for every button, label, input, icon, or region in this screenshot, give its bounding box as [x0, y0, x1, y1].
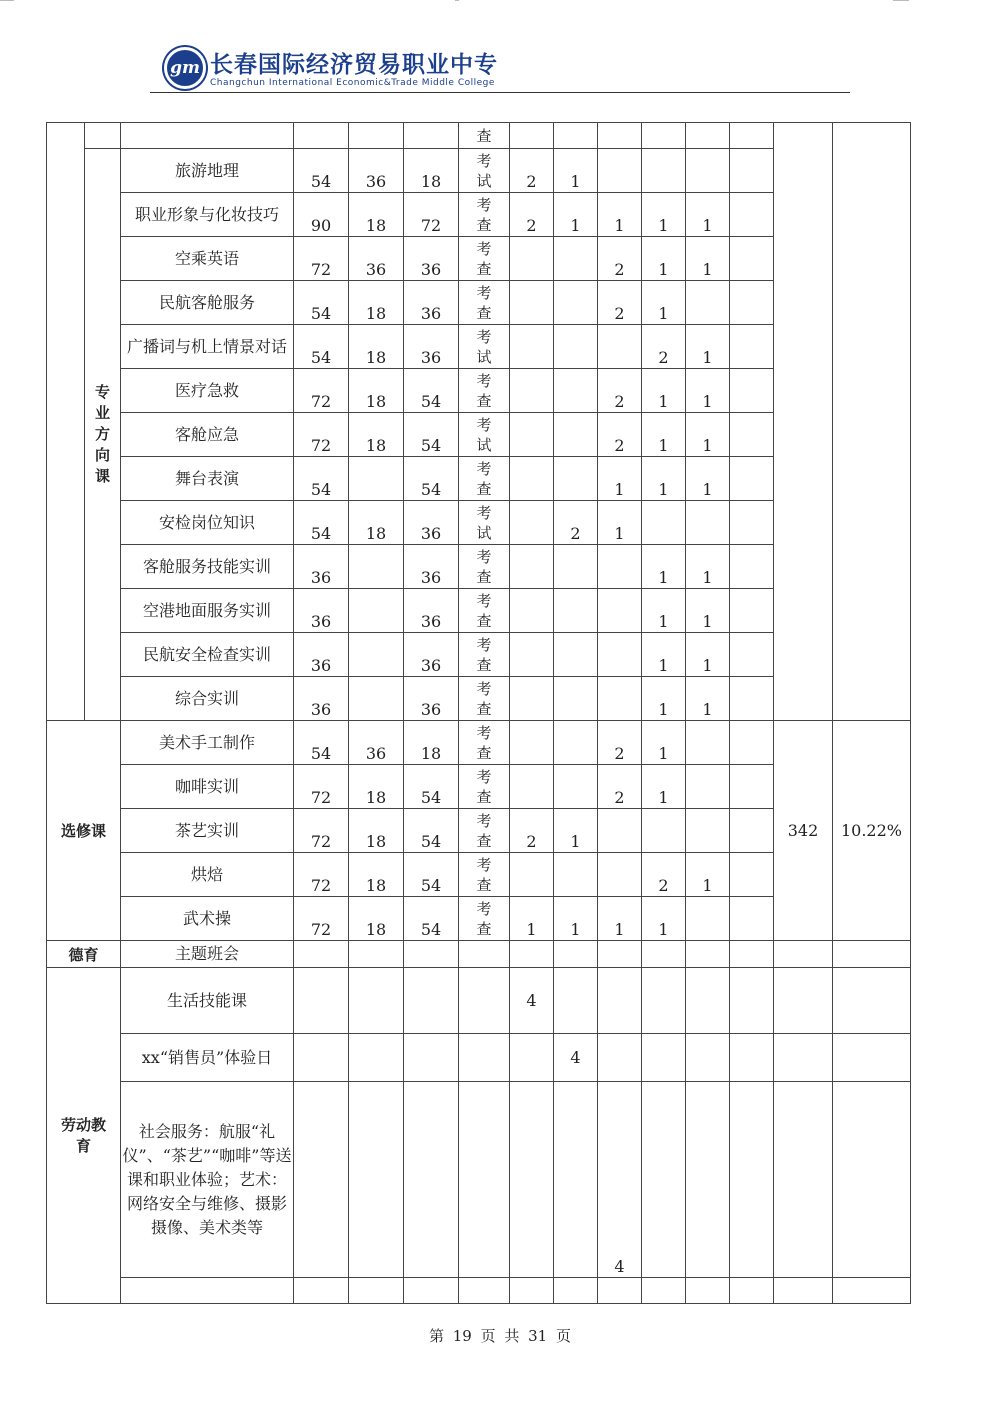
course-name: 安检岗位知识 [121, 501, 294, 545]
empty-cell [459, 968, 510, 1034]
hours-cell: 72 [294, 897, 349, 941]
empty-cell [642, 941, 686, 968]
empty-cell [774, 941, 833, 968]
exam-type-cell: 考 试 [459, 501, 510, 545]
weekly-hours-cell [510, 853, 554, 897]
weekly-hours-cell: 2 [510, 149, 554, 193]
empty-cell [404, 1082, 459, 1278]
course-name: 茶艺实训 [121, 809, 294, 853]
course-schedule-table [46, 122, 911, 1304]
weekly-hours-cell [554, 589, 598, 633]
weekly-hours-cell: 1 [642, 765, 686, 809]
empty-cell [404, 1278, 459, 1304]
hours-cell: 72 [294, 809, 349, 853]
weekly-hours-cell [730, 281, 774, 325]
exam-type-cell: 考 试 [459, 149, 510, 193]
weekly-hours-cell [510, 765, 554, 809]
empty-cell [686, 968, 730, 1034]
empty-cell [730, 968, 774, 1034]
empty-cell [730, 941, 774, 968]
empty-cell [349, 1034, 404, 1082]
weekly-hours-cell [510, 633, 554, 677]
weekly-hours-cell [510, 1034, 554, 1082]
empty-cell [730, 1082, 774, 1278]
weekly-hours-cell: 4 [510, 968, 554, 1034]
hours-cell [349, 545, 404, 589]
weekly-hours-cell: 2 [510, 193, 554, 237]
weekly-hours-cell [510, 589, 554, 633]
hours-cell [349, 677, 404, 721]
hours-cell: 36 [349, 149, 404, 193]
table-row [47, 968, 911, 1034]
hours-cell: 18 [349, 325, 404, 369]
exam-type-cell: 考 查 [459, 545, 510, 589]
course-name: 空港地面服务实训 [121, 589, 294, 633]
weekly-hours-cell [554, 369, 598, 413]
hours-cell: 54 [404, 457, 459, 501]
weekly-hours-cell: 4 [598, 1082, 642, 1278]
weekly-hours-cell [510, 413, 554, 457]
empty-cell [833, 1082, 911, 1278]
hours-cell: 54 [404, 413, 459, 457]
school-name-cn: 长春国际经济贸易职业中专 [210, 52, 498, 78]
exam-type-cell: 考 查 [459, 457, 510, 501]
weekly-hours-cell [598, 149, 642, 193]
exam-type-cell: 考 查 [459, 765, 510, 809]
school-logo: gm [164, 47, 206, 89]
hours-cell [349, 633, 404, 677]
weekly-hours-cell: 2 [642, 853, 686, 897]
exam-type-cell: 考 试 [459, 413, 510, 457]
empty-cell [730, 123, 774, 149]
hours-cell: 36 [404, 237, 459, 281]
exam-type-cell: 考 查 [459, 897, 510, 941]
weekly-hours-cell: 2 [598, 237, 642, 281]
percent-cell [833, 123, 911, 721]
course-name: 职业形象与化妆技巧 [121, 193, 294, 237]
weekly-hours-cell: 2 [598, 369, 642, 413]
weekly-hours-cell [554, 545, 598, 589]
empty-cell [686, 941, 730, 968]
weekly-hours-cell [598, 633, 642, 677]
empty-cell [459, 1034, 510, 1082]
table-row [47, 1034, 911, 1082]
empty-cell [349, 123, 404, 149]
weekly-hours-cell: 1 [686, 457, 730, 501]
hours-cell: 18 [349, 765, 404, 809]
weekly-hours-cell [510, 677, 554, 721]
weekly-hours-cell [730, 853, 774, 897]
weekly-hours-cell [554, 1082, 598, 1278]
hours-cell: 72 [404, 193, 459, 237]
page-footer: 第 19 页 共 31 页 [428, 1327, 571, 1345]
weekly-hours-cell: 4 [554, 1034, 598, 1082]
weekly-hours-cell [510, 457, 554, 501]
exam-type-cell: 考 查 [459, 809, 510, 853]
empty-cell [774, 968, 833, 1034]
hours-cell: 36 [404, 677, 459, 721]
weekly-hours-cell [598, 677, 642, 721]
weekly-hours-cell [510, 237, 554, 281]
empty-cell [833, 1034, 911, 1082]
hours-cell: 72 [294, 853, 349, 897]
table-row [47, 721, 911, 765]
weekly-hours-cell [730, 765, 774, 809]
weekly-hours-cell: 1 [642, 193, 686, 237]
hours-cell: 72 [294, 237, 349, 281]
empty-cell [121, 1278, 294, 1304]
hours-cell: 18 [349, 413, 404, 457]
hours-cell: 18 [349, 853, 404, 897]
hours-cell: 36 [294, 589, 349, 633]
weekly-hours-cell: 1 [598, 457, 642, 501]
weekly-hours-cell [510, 369, 554, 413]
weekly-hours-cell [510, 721, 554, 765]
weekly-hours-cell: 1 [642, 237, 686, 281]
hours-cell [349, 589, 404, 633]
empty-cell [121, 123, 294, 149]
weekly-hours-cell [686, 897, 730, 941]
course-name: 旅游地理 [121, 149, 294, 193]
empty-cell [642, 1278, 686, 1304]
exam-type-cell: 考 查 [459, 853, 510, 897]
hours-cell: 18 [404, 721, 459, 765]
course-name: 咖啡实训 [121, 765, 294, 809]
empty-cell [349, 1082, 404, 1278]
header-rule [150, 92, 850, 93]
weekly-hours-cell: 1 [642, 281, 686, 325]
weekly-hours-cell: 1 [598, 193, 642, 237]
weekly-hours-cell [598, 853, 642, 897]
hours-cell: 18 [349, 281, 404, 325]
hours-cell: 18 [349, 369, 404, 413]
weekly-hours-cell [510, 325, 554, 369]
course-name: 综合实训 [121, 677, 294, 721]
weekly-hours-cell: 1 [642, 545, 686, 589]
empty-cell [85, 123, 121, 149]
empty-cell [349, 968, 404, 1034]
weekly-hours-cell: 2 [554, 501, 598, 545]
hours-cell: 54 [404, 369, 459, 413]
weekly-hours-cell [730, 501, 774, 545]
hours-cell: 90 [294, 193, 349, 237]
hours-cell: 54 [294, 149, 349, 193]
hours-cell: 36 [404, 545, 459, 589]
empty-cell [554, 941, 598, 968]
empty-cell [833, 968, 911, 1034]
empty-cell [686, 1082, 730, 1278]
table-row [47, 1278, 911, 1304]
hours-cell: 36 [404, 633, 459, 677]
weekly-hours-cell: 2 [510, 809, 554, 853]
hours-cell: 36 [294, 677, 349, 721]
top-edge-line [0, 0, 1000, 1]
empty-cell [459, 1278, 510, 1304]
hours-cell: 54 [404, 809, 459, 853]
weekly-hours-cell [554, 968, 598, 1034]
empty-cell [774, 1034, 833, 1082]
weekly-hours-cell [730, 369, 774, 413]
empty-cell [404, 123, 459, 149]
hours-cell: 18 [404, 149, 459, 193]
weekly-hours-cell: 2 [598, 281, 642, 325]
weekly-hours-cell: 1 [598, 897, 642, 941]
weekly-hours-cell [686, 765, 730, 809]
weekly-hours-cell [730, 897, 774, 941]
section-cell [47, 123, 85, 721]
weekly-hours-cell [510, 1082, 554, 1278]
weekly-hours-cell: 1 [642, 677, 686, 721]
weekly-hours-cell: 1 [642, 413, 686, 457]
weekly-hours-cell: 1 [642, 589, 686, 633]
weekly-hours-cell [686, 809, 730, 853]
hours-cell: 36 [294, 545, 349, 589]
weekly-hours-cell [598, 589, 642, 633]
weekly-hours-cell [642, 149, 686, 193]
exam-type-cell: 考 查 [459, 193, 510, 237]
table-row [47, 1082, 911, 1278]
course-name: 医疗急救 [121, 369, 294, 413]
empty-cell [774, 1082, 833, 1278]
hours-cell [349, 457, 404, 501]
course-name: 民航安全检查实训 [121, 633, 294, 677]
weekly-hours-cell: 1 [510, 897, 554, 941]
course-name: xx“销售员”体验日 [121, 1034, 294, 1082]
empty-cell [294, 1278, 349, 1304]
course-name: 社会服务：航服“礼仪”、“茶艺”“咖啡”等送课和职业体验；艺术：网络安全与维修、摄影摄像、美术类等 [121, 1082, 294, 1278]
hours-cell: 72 [294, 765, 349, 809]
weekly-hours-cell [598, 1034, 642, 1082]
weekly-hours-cell [686, 721, 730, 765]
course-name: 生活技能课 [121, 968, 294, 1034]
weekly-hours-cell: 1 [686, 545, 730, 589]
table-row [47, 941, 911, 968]
empty-cell [598, 1278, 642, 1304]
weekly-hours-cell [554, 237, 598, 281]
hours-cell: 36 [404, 325, 459, 369]
empty-cell [774, 1278, 833, 1304]
weekly-hours-cell: 1 [686, 633, 730, 677]
weekly-hours-cell: 1 [642, 897, 686, 941]
weekly-hours-cell [730, 677, 774, 721]
hours-cell: 36 [294, 633, 349, 677]
weekly-hours-cell [554, 853, 598, 897]
section-label-major: 专 业 方 向 课 [85, 149, 121, 721]
weekly-hours-cell: 1 [686, 589, 730, 633]
weekly-hours-cell: 1 [642, 369, 686, 413]
empty-cell [294, 1082, 349, 1278]
weekly-hours-cell: 1 [554, 809, 598, 853]
course-name: 武术操 [121, 897, 294, 941]
weekly-hours-cell: 1 [686, 413, 730, 457]
hours-cell: 18 [349, 501, 404, 545]
weekly-hours-cell: 2 [642, 325, 686, 369]
exam-type-cell: 考 试 [459, 325, 510, 369]
empty-cell [404, 941, 459, 968]
course-name: 烘焙 [121, 853, 294, 897]
empty-cell [642, 1034, 686, 1082]
weekly-hours-cell: 1 [642, 457, 686, 501]
weekly-hours-cell [598, 325, 642, 369]
weekly-hours-cell [730, 237, 774, 281]
weekly-hours-cell [598, 968, 642, 1034]
weekly-hours-cell: 1 [686, 853, 730, 897]
hours-cell: 18 [349, 809, 404, 853]
hours-cell: 54 [404, 765, 459, 809]
weekly-hours-cell [642, 809, 686, 853]
weekly-hours-cell [686, 281, 730, 325]
weekly-hours-cell [554, 765, 598, 809]
empty-cell [833, 941, 911, 968]
empty-cell [294, 968, 349, 1034]
weekly-hours-cell [598, 809, 642, 853]
weekly-hours-cell [598, 545, 642, 589]
hours-cell: 54 [404, 853, 459, 897]
weekly-hours-cell [554, 721, 598, 765]
table-row [47, 123, 911, 149]
hours-cell: 54 [294, 325, 349, 369]
hours-cell: 18 [349, 193, 404, 237]
weekly-hours-cell [730, 633, 774, 677]
empty-cell [404, 968, 459, 1034]
course-name: 舞台表演 [121, 457, 294, 501]
empty-cell [642, 968, 686, 1034]
weekly-hours-cell: 1 [598, 501, 642, 545]
weekly-hours-cell [510, 501, 554, 545]
hours-cell: 54 [404, 897, 459, 941]
weekly-hours-cell [554, 457, 598, 501]
weekly-hours-cell [686, 149, 730, 193]
weekly-hours-cell: 2 [598, 413, 642, 457]
course-name: 民航客舱服务 [121, 281, 294, 325]
empty-cell [833, 1278, 911, 1304]
weekly-hours-cell: 1 [642, 721, 686, 765]
section-label-moral: 德育 [47, 941, 121, 968]
hours-cell: 18 [349, 897, 404, 941]
weekly-hours-cell [730, 325, 774, 369]
course-name: 客舱服务技能实训 [121, 545, 294, 589]
course-name: 主题班会 [121, 941, 294, 968]
empty-cell [686, 1278, 730, 1304]
weekly-hours-cell: 1 [686, 677, 730, 721]
weekly-hours-cell [730, 149, 774, 193]
weekly-hours-cell [510, 545, 554, 589]
exam-type-cell: 考 查 [459, 237, 510, 281]
hours-cell: 36 [349, 237, 404, 281]
hours-cell: 54 [294, 501, 349, 545]
hours-cell: 72 [294, 413, 349, 457]
empty-cell [642, 1082, 686, 1278]
exam-type-cell: 考 查 [459, 369, 510, 413]
course-name: 美术手工制作 [121, 721, 294, 765]
hours-cell: 36 [349, 721, 404, 765]
exam-type-cell: 考 查 [459, 589, 510, 633]
weekly-hours-cell: 1 [686, 237, 730, 281]
weekly-hours-cell: 1 [642, 633, 686, 677]
section-label-labor: 劳动教 育 [47, 968, 121, 1304]
course-name: 空乘英语 [121, 237, 294, 281]
empty-cell [510, 1278, 554, 1304]
empty-cell [598, 123, 642, 149]
weekly-hours-cell: 1 [554, 149, 598, 193]
weekly-hours-cell: 1 [686, 193, 730, 237]
weekly-hours-cell [730, 545, 774, 589]
weekly-hours-cell [554, 677, 598, 721]
weekly-hours-cell: 2 [598, 765, 642, 809]
exam-type-cell: 考 查 [459, 281, 510, 325]
weekly-hours-cell [554, 325, 598, 369]
hours-cell: 72 [294, 369, 349, 413]
weekly-hours-cell [730, 193, 774, 237]
empty-cell [510, 123, 554, 149]
weekly-hours-cell [730, 457, 774, 501]
weekly-hours-cell: 1 [554, 193, 598, 237]
exam-type-cell: 查 [459, 123, 510, 149]
elective-percent: 10.22% [833, 721, 911, 941]
empty-cell [598, 941, 642, 968]
weekly-hours-cell: 2 [598, 721, 642, 765]
page-header [150, 44, 850, 94]
weekly-hours-cell [554, 633, 598, 677]
empty-cell [404, 1034, 459, 1082]
hours-cell: 36 [404, 589, 459, 633]
weekly-hours-cell [730, 589, 774, 633]
weekly-hours-cell [686, 501, 730, 545]
school-name-en: Changchun International Economic&Trade Middle College [210, 78, 495, 88]
empty-cell [459, 941, 510, 968]
empty-cell [642, 123, 686, 149]
empty-cell [459, 1082, 510, 1278]
weekly-hours-cell: 1 [686, 325, 730, 369]
course-name: 广播词与机上情景对话 [121, 325, 294, 369]
weekly-hours-cell [642, 501, 686, 545]
empty-cell [510, 941, 554, 968]
empty-cell [294, 123, 349, 149]
hours-cell: 36 [404, 281, 459, 325]
weekly-hours-cell [554, 413, 598, 457]
empty-cell [349, 1278, 404, 1304]
elective-total-hours: 342 [774, 721, 833, 941]
hours-cell: 54 [294, 721, 349, 765]
empty-cell [554, 1278, 598, 1304]
total-hours-cell [774, 123, 833, 721]
weekly-hours-cell [730, 413, 774, 457]
empty-cell [686, 1034, 730, 1082]
weekly-hours-cell: 1 [554, 897, 598, 941]
empty-cell [730, 1034, 774, 1082]
empty-cell [294, 1034, 349, 1082]
weekly-hours-cell [730, 721, 774, 765]
exam-type-cell: 考 查 [459, 721, 510, 765]
weekly-hours-cell [554, 281, 598, 325]
empty-cell [554, 123, 598, 149]
empty-cell [686, 123, 730, 149]
section-label-elective: 选修课 [47, 721, 121, 941]
course-name: 客舱应急 [121, 413, 294, 457]
weekly-hours-cell [510, 281, 554, 325]
exam-type-cell: 考 查 [459, 677, 510, 721]
empty-cell [349, 941, 404, 968]
hours-cell: 36 [404, 501, 459, 545]
weekly-hours-cell [730, 809, 774, 853]
weekly-hours-cell: 1 [686, 369, 730, 413]
hours-cell: 54 [294, 457, 349, 501]
empty-cell [730, 1278, 774, 1304]
exam-type-cell: 考 查 [459, 633, 510, 677]
empty-cell [294, 941, 349, 968]
hours-cell: 54 [294, 281, 349, 325]
